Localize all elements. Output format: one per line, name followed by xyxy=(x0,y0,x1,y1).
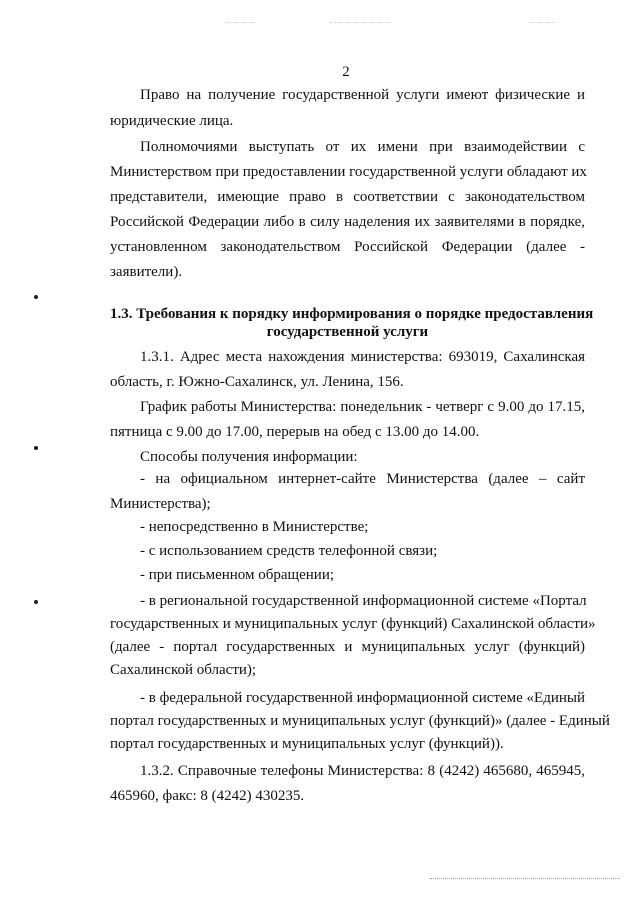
paragraph-line: 1.3.2. Справочные телефоны Министерства: 8 (4242) 465680, 465945, xyxy=(140,763,585,779)
scan-noise xyxy=(225,22,255,23)
footer-rule xyxy=(430,878,620,879)
list-item: портал государственных и муниципальных услуг (функций)). xyxy=(110,736,504,752)
paragraph-line: юридические лица. xyxy=(110,113,234,129)
paragraph-line: График работы Министерства: понедельник - четверг с 9.00 до 17.15, xyxy=(140,399,585,415)
scan-speck xyxy=(34,446,38,450)
list-item: портал государственных и муниципальных услуг (функций)» (далее - Единый xyxy=(110,713,610,729)
section-heading: 1.3. Требования к порядку информирования о порядке предоставления xyxy=(110,306,594,322)
section-heading: государственной услуги xyxy=(266,324,429,340)
list-item: - на официальном интернет-сайте Министерства (далее – сайт xyxy=(140,471,585,487)
page-number: 2 xyxy=(342,64,350,80)
scan-noise xyxy=(530,22,555,23)
list-item: (далее - портал государственных и муниципальных услуг (функций) xyxy=(110,639,585,655)
paragraph-line: пятница с 9.00 до 17.00, перерыв на обед с 13.00 до 14.00. xyxy=(110,424,480,440)
scan-noise xyxy=(330,22,390,23)
list-item: Сахалинской области); xyxy=(110,662,257,678)
paragraph-line: Способы получения информации: xyxy=(140,449,358,465)
list-item: - в федеральной государственной информационной системе «Единый xyxy=(140,690,586,706)
paragraph-line: Российской Федерации либо в силу наделения их заявителями в порядке, xyxy=(110,214,585,230)
list-item: - с использованием средств телефонной связи; xyxy=(140,543,438,559)
list-item: - в региональной государственной информационной системе «Портал xyxy=(140,593,587,609)
paragraph-line: установленном законодательством Российской Федерации (далее - xyxy=(110,239,585,255)
list-item: Министерства); xyxy=(110,496,211,512)
paragraph-line: область, г. Южно-Сахалинск, ул. Ленина, 156. xyxy=(110,374,404,390)
scan-speck xyxy=(34,295,38,299)
paragraph-line: заявители). xyxy=(110,264,183,280)
list-item: государственных и муниципальных услуг (функций) Сахалинской области» xyxy=(110,616,596,632)
scan-speck xyxy=(34,600,38,604)
paragraph-line: 1.3.1. Адрес места нахождения министерства: 693019, Сахалинская xyxy=(140,349,585,365)
list-item: - непосредственно в Министерстве; xyxy=(140,519,369,535)
paragraph-line: Право на получение государственной услуги имеют физические и xyxy=(140,87,585,103)
list-item: - при письменном обращении; xyxy=(140,567,335,583)
paragraph-line: 465960, факс: 8 (4242) 430235. xyxy=(110,788,305,804)
paragraph-line: Полномочиями выступать от их имени при взаимодействии с xyxy=(140,139,585,155)
paragraph-line: Министерством при предоставлении государственной услуги обладают их xyxy=(110,164,587,180)
paragraph-line: представители, имеющие право в соответствии с законодательством xyxy=(110,189,585,205)
